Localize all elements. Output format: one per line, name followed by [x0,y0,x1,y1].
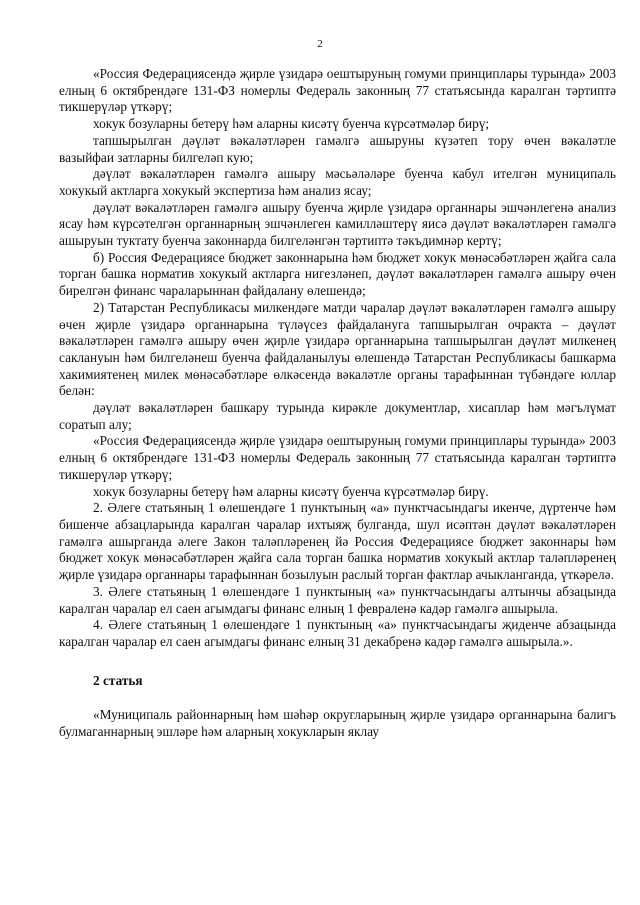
paragraph-instructions-2: хокук бозуларны бетерү һәм аларны кисәтү буенча күрсәтмәләр бирү. [93,483,489,499]
paragraph-legal-expertise: дәүләт вәкаләтләрен гамәлгә ашыру мәсьәләләре буенча кабул ителгән муниципаль хокукый актларга хокукый экспертиза һәм анализ ясау; [59,166,616,198]
paragraph-request-documents: дәүләт вәкаләтләрен башкару турында кирәкле документлар, хисаплар һәм мәгълүмат соратып алу; [59,400,616,432]
paragraph-closing: «Муниципаль районнарның һәм шәһәр округларының җирле үзидарә органнарына балигъ булмаганнарның эшләре һәм аларның хокукларын яклау [59,707,616,740]
section-heading: 2 статья [93,672,143,688]
paragraph-item-2: 2. Әлеге статьяның 1 өлешендәге 1 пунктының «а» пунктчасындагы икенче, дүртенче һәм бишенче абзацларында каралган чаралар ихтыяҗ булганда, шул исәптән дәүләт вәкаләтләрен гамәлгә ашырганда әлеге Закон таләпләренең йә Россия Федерациясе бюджет законнары һәм бюджет хокук мөнәсәбәтләрен җайга сала торган башка норматив хокукый актлар таләпләренең җирле үзидарә органнары тарафыннан бозылуын раслый торган фактлар ачыкланганда, үткәрелә. [59,500,616,583]
paragraph-inspections-2: «Россия Федерациясендә җирле үзидарә оештыруның гомуми принциплары турында» 2003 елның 6 октябрендәге 131-ФЗ номерлы Федераль законның 77 статьясында каралган тәртиптә тикшерүләр үткәрү; [59,433,616,482]
paragraph-inspections-1: «Россия Федерациясендә җирле үзидарә оештыруның гомуми принциплары турында» 2003 елның 6 октябрендәге 131-ФЗ номерлы Федераль законның 77 статьясында каралган тәртиптә тикшерүләр үткәрү; [59,66,616,115]
paragraph-activity-analysis: дәүләт вәкаләтләрен гамәлгә ашыру буенча җирле үзидарә органнары эшчәнлегенә анализ ясау һәм күрсәтелгән органнарның эшчәнлеген камилләштерү яисә дәүләт вәкаләтләрен гамәлгә ашыруын туктату буенча законнарда билгеләнгән тәртиптә тәкъдимнәр кертү; [59,199,616,249]
paragraph-item-3: 3. Әлеге статьяның 1 өлешендәге 1 пунктының «а» пунктчасындагы алтынчы абзацында каралган чаралар ел саен агымдагы финанс елның 1 февраленә кадәр гамәлгә ашырыла. [59,583,616,616]
page-number: 2 [317,38,323,50]
paragraph-property-control: 2) Татарстан Республикасы милкендәге матди чаралар дәүләт вәкаләтләрен гамәлгә ашыру өчен җирле үзидарә органнарына түләүсез файдалануга тапшырылган очракта – дәүләт вәкаләтләрен гамәлгә ашыру өчен җирле үзидарә органнарына тапшырылган дәүләт милкенең саклануын һәм билгеләнеш буенча файдаланылуы өлешендә Татарстан Республикасы башкарма хакимиятенең милек мөнәсәбәтләре өлкәсендә вәкаләтле органы тарафыннан түбәндәге юллар белән: [59,299,616,399]
paragraph-officials: тапшырылган дәүләт вәкаләтләрен гамәлгә ашыруны күзәтеп тору өчен вәкаләтле вазыйфаи затларны билгеләп кую; [59,132,616,165]
paragraph-item-4: 4. Әлеге статьяның 1 өлешендәге 1 пунктының «а» пунктчасындагы җиденче абзацында каралган чаралар ел саен агымдагы финанс елның 31 декабренә кадәр гамәлгә ашырыла.». [59,617,616,649]
paragraph-budget-control: б) Россия Федерациясе бюджет законнарына һәм бюджет хокук мөнәсәбәтләрен җайга сала торган башка норматив хокукый актларга нигезләнеп, дәүләт вәкаләтләрен гамәлгә ашыру өчен бирелгән финанс чараларыннан файдалану өлешендә; [59,249,616,299]
paragraph-instructions-1: хокук бозуларны бетерү һәм аларны кисәтү буенча күрсәтмәләр бирү; [93,116,490,132]
document-body [59,66,616,741]
